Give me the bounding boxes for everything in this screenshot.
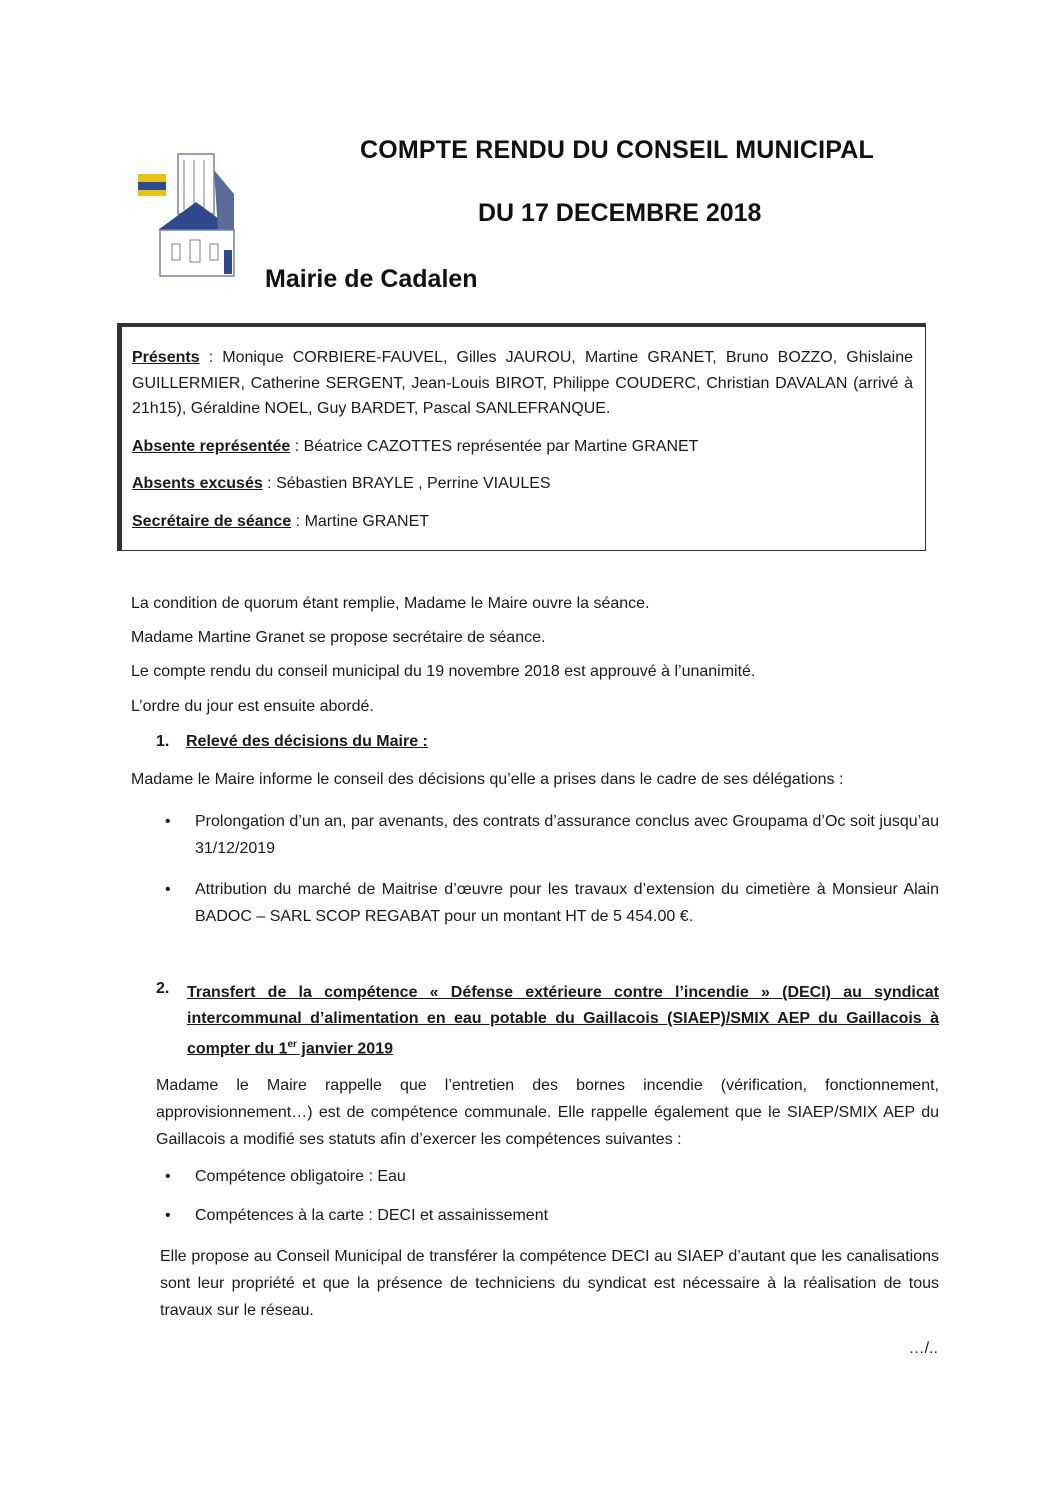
presents-text: Monique CORBIERE-FAUVEL, Gilles JAUROU, Martine GRANET, Bruno BOZZO, Ghislaine GUILLERMIER, Catherine SERGENT, Jean-Louis BIROT, Philippe COUDERC, Christian DAVALAN (arrivé à 21h15), Géraldine NOEL, Guy BARDET, Pascal SANLEFRANQUE. (132, 349, 913, 417)
bullet-icon: • (165, 1168, 171, 1185)
section1-heading (156, 733, 428, 751)
bullet-icon: • (165, 1207, 171, 1224)
intro-line: L’ordre du jour est ensuite abordé. (131, 698, 374, 715)
intro-line: La condition de quorum étant remplie, Madame le Maire ouvre la séance. (131, 595, 650, 612)
section2-title-main: Transfert de la compétence « Défense extérieure contre l’incendie » (DECI) au syndicat intercommunal d’alimentation en eau potable du Gaillacois (SIAEP)/SMIX AEP du Gaillacois à compter du 1 (187, 984, 939, 1058)
document-date: DU 17 DECEMBRE 2018 (478, 199, 762, 227)
absente-label: Absente représentée (132, 437, 291, 455)
presents-paragraph: Présents : Monique CORBIERE-FAUVEL, Gilles JAUROU, Martine GRANET, Bruno BOZZO, Ghislaine GUILLERMIER, Catherine SERGENT, Jean-Louis BIROT, Philippe COUDERC, Christian DAVALAN (arrivé à 21h15), Géraldine NOEL, Guy BARDET, Pascal SANLEFRANQUE. (132, 349, 913, 417)
bullet-text: Attribution du marché de Maitrise d’œuvre pour les travaux d’extension du cimetière à Monsieur Alain BADOC – SARL SCOP REGABAT pour un montant HT de 5 454.00 €. (195, 881, 939, 925)
intro-line: Le compte rendu du conseil municipal du 19 novembre 2018 est approuvé à l’unanimité. (131, 663, 756, 680)
excuses-paragraph: Absents excusés : Sébastien BRAYLE , Perrine VIAULES (132, 475, 551, 492)
section1-title: Relevé des décisions du Maire : (186, 733, 428, 750)
bullet-icon: • (165, 881, 171, 898)
secretaire-text: Martine GRANET (304, 512, 430, 530)
section2-paragraph: Madame le Maire rappelle que l’entretien des bornes incendie (vérification, fonctionnement, approvisionnement…) est de compétence communale. Elle rappelle également que le SIAEP/SMIX AEP du Gaillacois a modifié ses statuts afin d’exercer les compétences suivantes : (156, 1077, 939, 1148)
absente-paragraph: Absente représentée : Béatrice CAZOTTES représentée par Martine GRANET (132, 437, 699, 455)
presents-label: Présents (132, 349, 200, 366)
intro-line: Madame Martine Granet se propose secrétaire de séance. (131, 629, 546, 646)
section2-title-end: janvier 2019 (296, 1040, 393, 1058)
bullet-text: Prolongation d’un an, par avenants, des contrats d’assurance conclus avec Groupama d’Oc soit jusqu’au 31/12/2019 (195, 813, 939, 857)
excuses-label: Absents excusés (132, 475, 263, 492)
list-item (165, 1168, 406, 1186)
bullet-icon: • (165, 813, 171, 830)
attendance-box (117, 323, 926, 551)
section1-number: 1. (156, 733, 170, 750)
continuation-mark: …/.. (908, 1340, 938, 1357)
secretaire-paragraph: Secrétaire de séance : Martine GRANET (132, 512, 430, 530)
section2-paragraph: Elle propose au Conseil Municipal de transférer la compétence DECI au SIAEP d’autant que les canalisations sont leur propriété et que la présence de techniciens du syndicat est nécessaire à la réalisation de tous travaux sur le réseau. (160, 1248, 939, 1319)
bullet-text: Compétence obligatoire : Eau (195, 1168, 406, 1185)
church-illustration (138, 150, 243, 280)
list-item (165, 808, 939, 862)
list-item (165, 1207, 549, 1225)
mairie-name: Mairie de Cadalen (265, 265, 478, 293)
list-item (165, 876, 939, 930)
town-logo (138, 150, 243, 280)
section1-intro: Madame le Maire informe le conseil des décisions qu’elle a prises dans le cadre de ses délégations : (131, 771, 844, 788)
excuses-text: Sébastien BRAYLE , Perrine VIAULES (276, 475, 551, 492)
document-title: COMPTE RENDU DU CONSEIL MUNICIPAL (360, 136, 875, 164)
absente-text: Béatrice CAZOTTES représentée par Martine GRANET (303, 437, 699, 455)
secretaire-label: Secrétaire de séance (132, 512, 292, 530)
section2-title (187, 980, 939, 1062)
section2-title-sup: er (287, 1039, 297, 1050)
bullet-text: Compétences à la carte : DECI et assainissement (195, 1207, 549, 1224)
section2-number: 2. (156, 980, 170, 997)
